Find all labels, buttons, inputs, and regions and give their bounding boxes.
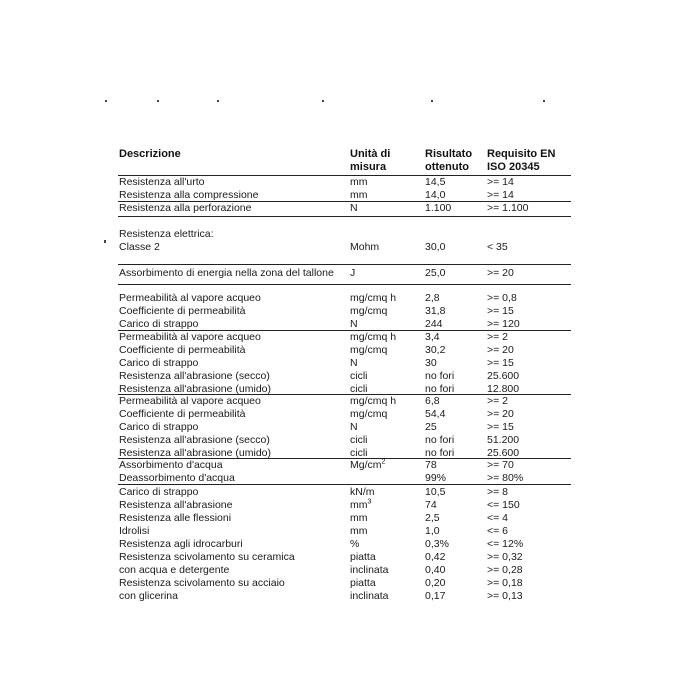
table-row: [0, 344, 700, 357]
table-row: [0, 395, 700, 408]
table-row: [0, 525, 700, 538]
header-requirement: [487, 148, 555, 174]
row-description: Assorbimento d'acqua: [119, 459, 223, 471]
row-unit: N: [350, 357, 358, 369]
header-requirement-line1: Requisito EN: [487, 148, 556, 160]
table-row: [0, 499, 700, 512]
row-requirement: >= 15: [487, 305, 514, 317]
row-result: no fori: [425, 383, 455, 395]
table-divider: [118, 216, 571, 217]
row-requirement: >= 70: [487, 459, 514, 471]
table-row: [0, 357, 700, 370]
row-requirement: >= 2: [487, 395, 509, 407]
row-description: Carico di strappo: [119, 318, 199, 330]
table-row: [0, 305, 700, 318]
table-row: [0, 370, 700, 383]
row-result: 1.100: [425, 202, 452, 214]
row-unit: [350, 499, 371, 512]
header-result-line2: ottenuto: [425, 161, 469, 173]
row-description: con glicerina: [119, 590, 178, 602]
row-unit: mm: [350, 189, 368, 201]
row-unit: mm: [350, 176, 368, 188]
row-result: 25,0: [425, 267, 446, 279]
table-row: [0, 421, 700, 434]
row-requirement: 25.600: [487, 370, 520, 382]
row-unit: cicli: [350, 370, 368, 382]
row-description: Resistenza alle flessioni: [119, 512, 232, 524]
row-description: Resistenza all'abrasione (umido): [119, 383, 271, 395]
row-description: Resistenza all'abrasione (umido): [119, 447, 271, 459]
table-row: [0, 292, 700, 305]
row-description: Resistenza all'abrasione (secco): [119, 370, 270, 382]
row-unit: mm: [350, 512, 368, 524]
header-description: Descrizione: [119, 148, 181, 160]
row-result: 30,2: [425, 344, 446, 356]
row-result: 2,8: [425, 292, 440, 304]
row-unit: mm: [350, 525, 368, 537]
row-description: Idrolisi: [119, 525, 150, 537]
row-requirement: >= 0,8: [487, 292, 517, 304]
row-unit: mg/cmq: [350, 344, 388, 356]
table-row: [0, 459, 700, 472]
table-divider: [118, 284, 571, 285]
table-row: [0, 538, 700, 551]
header-unit: [350, 148, 390, 174]
row-result: 14,5: [425, 176, 446, 188]
row-requirement: >= 0,28: [487, 564, 523, 576]
row-requirement: >= 8: [487, 486, 509, 498]
row-result: 3,4: [425, 331, 440, 343]
row-unit: mg/cmq: [350, 408, 388, 420]
table-divider: [118, 264, 571, 265]
row-description: Resistenza all'abrasione: [119, 499, 233, 511]
row-unit: %: [350, 538, 360, 550]
row-description: Resistenza scivolamento su acciaio: [119, 577, 285, 589]
row-unit: kN/m: [350, 486, 375, 498]
row-result: 74: [425, 499, 437, 511]
row-description: Carico di strappo: [119, 486, 199, 498]
row-description: Permeabilità al vapore acqueo: [119, 292, 261, 304]
row-description: Classe 2: [119, 241, 160, 253]
row-requirement: >= 20: [487, 267, 514, 279]
row-result: 0,20: [425, 577, 446, 589]
row-result: 244: [425, 318, 443, 330]
table-row: [0, 434, 700, 447]
row-unit: cicli: [350, 383, 368, 395]
row-unit: Mohm: [350, 241, 380, 253]
row-result: 99%: [425, 472, 447, 484]
row-requirement: <= 4: [487, 512, 509, 524]
row-requirement: <= 150: [487, 499, 520, 511]
row-description: Coefficiente di permeabilità: [119, 408, 246, 420]
header-unit-line2: misura: [350, 161, 387, 173]
row-result: 0,3%: [425, 538, 449, 550]
row-description: Resistenza elettrica:: [119, 228, 214, 240]
table-row: [0, 512, 700, 525]
table-row: [0, 202, 700, 215]
row-result: no fori: [425, 447, 455, 459]
row-unit-base: mm: [350, 499, 368, 511]
table-row: [0, 228, 700, 241]
row-requirement: >= 120: [487, 318, 520, 330]
header-result-line1: Risultato: [425, 148, 473, 160]
row-unit: inclinata: [350, 564, 389, 576]
row-description: Resistenza scivolamento su ceramica: [119, 551, 295, 563]
row-description: Carico di strappo: [119, 357, 199, 369]
row-result: 0,17: [425, 590, 446, 602]
table-row: [0, 189, 700, 202]
row-requirement: >= 0,18: [487, 577, 523, 589]
row-requirement: >= 20: [487, 408, 514, 420]
row-result: no fori: [425, 370, 455, 382]
table-row: [0, 564, 700, 577]
row-unit: mg/cmq h: [350, 292, 397, 304]
row-unit: [350, 459, 385, 472]
row-description: Resistenza alla compressione: [119, 189, 259, 201]
row-result: no fori: [425, 434, 455, 446]
row-unit-base: Mg/cm: [350, 459, 382, 471]
row-result: 6,8: [425, 395, 440, 407]
row-description: Resistenza agli idrocarburi: [119, 538, 243, 550]
row-unit: cicli: [350, 447, 368, 459]
row-requirement: >= 20: [487, 344, 514, 356]
row-requirement: >= 14: [487, 189, 514, 201]
row-result: 10,5: [425, 486, 446, 498]
row-requirement: 51.200: [487, 434, 520, 446]
row-unit: J: [350, 267, 356, 279]
row-description: Permeabilità al vapore acqueo: [119, 331, 261, 343]
row-description: con acqua e detergente: [119, 564, 230, 576]
row-result: 0,40: [425, 564, 446, 576]
row-requirement: <= 12%: [487, 538, 524, 550]
row-unit: piatta: [350, 551, 376, 563]
header-unit-line1: Unità di: [350, 148, 391, 160]
row-requirement: >= 0,13: [487, 590, 523, 602]
row-description: Permeabilità al vapore acqueo: [119, 395, 261, 407]
row-description: Coefficiente di permeabilità: [119, 305, 246, 317]
row-requirement: 25.600: [487, 447, 520, 459]
row-unit: mg/cmq h: [350, 331, 397, 343]
row-description: Carico di strappo: [119, 421, 199, 433]
table-row: [0, 331, 700, 344]
row-result: 31,8: [425, 305, 446, 317]
row-requirement: >= 0,32: [487, 551, 523, 563]
row-description: Resistenza all'urto: [119, 176, 205, 188]
header-result: [425, 148, 472, 174]
row-requirement: 12.800: [487, 383, 520, 395]
table-row: [0, 472, 700, 485]
row-unit: N: [350, 421, 358, 433]
table-row: [0, 577, 700, 590]
row-requirement: >= 15: [487, 357, 514, 369]
table-row: [0, 176, 700, 189]
row-requirement: >= 1.100: [487, 202, 529, 214]
table-row: [0, 590, 700, 603]
row-requirement: >= 2: [487, 331, 509, 343]
table-row: [0, 551, 700, 564]
row-result: 0,42: [425, 551, 446, 563]
row-result: 54,4: [425, 408, 446, 420]
row-unit: cicli: [350, 434, 368, 446]
row-result: 1,0: [425, 525, 440, 537]
row-unit: piatta: [350, 577, 376, 589]
row-result: 2,5: [425, 512, 440, 524]
scan-dots: [105, 100, 550, 112]
row-unit: N: [350, 318, 358, 330]
row-unit-superscript: 2: [381, 458, 386, 466]
table-row: [0, 408, 700, 421]
row-result: 30: [425, 357, 437, 369]
table-row: [0, 241, 700, 254]
row-requirement: <= 6: [487, 525, 509, 537]
row-description: Resistenza all'abrasione (secco): [119, 434, 270, 446]
row-result: 14,0: [425, 189, 446, 201]
row-unit: mg/cmq h: [350, 395, 397, 407]
table-row: [0, 486, 700, 499]
row-description: Assorbimento di energia nella zona del tallone: [119, 267, 334, 279]
row-result: 25: [425, 421, 437, 433]
table-row: [0, 267, 700, 280]
row-requirement: >= 14: [487, 176, 514, 188]
row-description: Resistenza alla perforazione: [119, 202, 252, 214]
row-requirement: >= 15: [487, 421, 514, 433]
row-result: 78: [425, 459, 437, 471]
row-unit: mg/cmq: [350, 305, 388, 317]
row-requirement: >= 80%: [487, 472, 524, 484]
row-result: 30,0: [425, 241, 446, 253]
row-unit: inclinata: [350, 590, 389, 602]
header-requirement-line2: ISO 20345: [487, 161, 540, 173]
row-description: Coefficiente di permeabilità: [119, 344, 246, 356]
table-row: [0, 318, 700, 331]
row-unit: N: [350, 202, 358, 214]
row-description: Deassorbimento d'acqua: [119, 472, 235, 484]
row-requirement: < 35: [487, 241, 508, 253]
row-unit-superscript: 3: [367, 498, 372, 506]
